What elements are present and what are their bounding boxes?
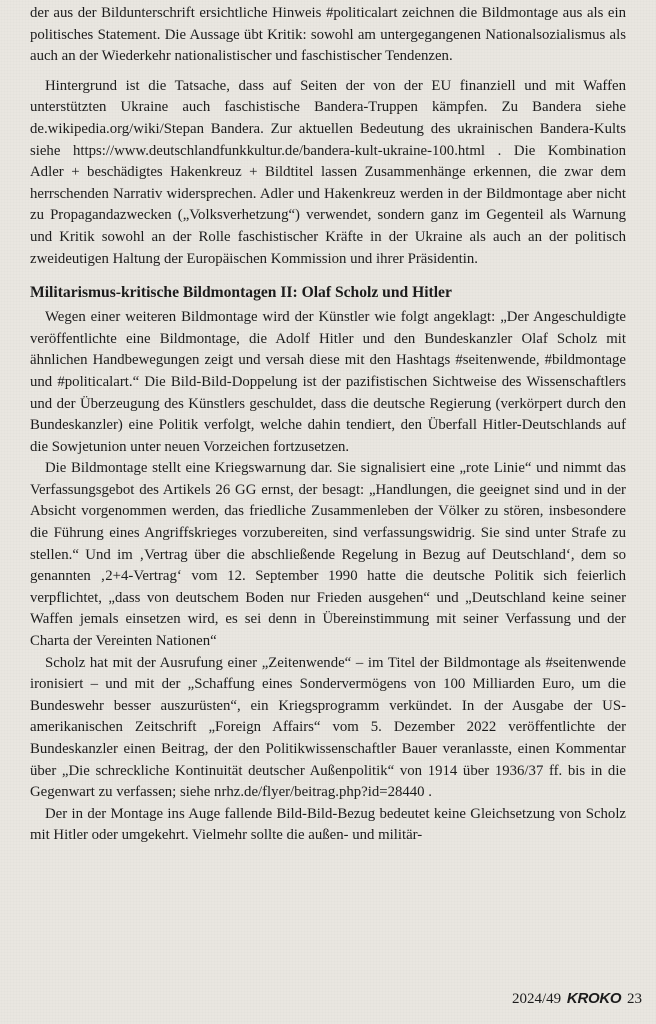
magazine-brand: KROKO <box>566 990 622 1007</box>
paragraph-intro-continuation: der aus der Bildunterschrift ersichtliche Hinweis #politicalart zeichnen die Bildmontage aus als ein politisches Statement. Die Aussage übt Kritik: sowohl am untergegangenen Nationalsozialismus als auch an der Wiederkehr nationalistischer und faschistischer Tendenzen. <box>30 5 626 65</box>
paragraph-indictment: Wegen einer weiteren Bildmontage wird der Künstler wie folgt angeklagt: „Der Angeschuldigte veröffentlichte eine Bildmontage, die Adolf Hitler und den Bundeskanzler Olaf Scholz mit ähnlichen Handbewegungen zeigt und versah diese mit den Hashtags #seitenwende, #bildmontage und #politicalart.“ Die Bild-Bild-Doppelung ist der pazifistischen Sichtweise des Wissenschaftlers und der Überzeugung des Künstlers geschuldet, dass die deutsche Regierung (verkörpert durch den Bundeskanzler) eine Politik verfolgt, welche dahin tendiert, den Überfall Hitler-Deutschlands auf die Sowjetunion unter neuen Vorzeichen fortzusetzen. <box>30 309 626 455</box>
paragraph-zeitenwende: Scholz hat mit der Ausrufung einer „Zeitenwende“ – im Titel der Bildmontage als #seitenwende ironisiert – und mit der „Schaffung eines Sondervermögens von 100 Milliarden Euro, um die Bundeswehr besser auszurüsten“, ein Kriegsprogramm verkündet. In der Ausgabe der US-amerikanischen Zeitschrift „Foreign Affairs“ vom 5. Dezember 2022 veröffentlichte der Bundeskanzler einen Beitrag, der den Politikwissenschaftler Bauer veranlasste, einen Kommentar über „Die schreckliche Kontinuität deutscher Außenpolitik“ von 1914 über 1936/37 ff. bis in die Gegenwart zu verfassen; siehe nrhz.de/flyer/beitrag.php?id=28440 . <box>30 654 626 801</box>
paragraph-bandera-background: Hintergrund ist die Tatsache, dass auf Seiten der von der EU finanziell und mit Waffen unterstützten Ukraine auch faschistische Bandera-Truppen kämpfen. Zu Bandera siehe de.wikipedia.org/wiki/Stepan Bandera. Zur aktuellen Bedeutung des ukrainischen Bandera-Kults siehe https://www.deutschlandfunkkultur.de/bandera-kult-ukraine-100.html . Die Kombination Adler + beschädigtes Hakenkreuz + Bildtitel lassen Zusammenhänge erkennen, die zwar dem herrschenden Narrativ widersprechen. Adler und Hakenkreuz werden in der Bildmontage aber nicht zu Propagandazwecken („Volksverhetzung“) verwendet, sondern ganz im Gegenteil als Warnung und Kritik sowohl an der Rolle faschistischer Kräfte in der Ukraine als auch an der politisch zweideutigen Haltung der Europäischen Kommission und ihrer Präsidentin. <box>30 77 626 267</box>
page-number: 23 <box>627 991 642 1007</box>
issue-number: 2024/49 <box>511 991 562 1007</box>
section-heading: Militarismus-kritische Bildmontagen II: Olaf Scholz und Hitler <box>30 284 452 302</box>
page-footer <box>512 990 642 1008</box>
paragraph-image-relation: Der in der Montage ins Auge fallende Bild-Bild-Bezug bedeutet keine Gleichsetzung von Scholz mit Hitler oder umgekehrt. Vielmehr sollte die außen- und militär- <box>30 805 626 844</box>
paragraph-war-warning: Die Bildmontage stellt eine Kriegswarnung dar. Sie signalisiert eine „rote Linie“ und nimmt das Verfassungsgebot des Artikels 26 GG ernst, der besagt: „Handlungen, die geeignet sind und in der Absicht vorgenommen werden, das friedliche Zusammenleben der Völker zu stören, insbesondere die Führung eines Angriffskrieges vorzubereiten, sind verfassungswidrig. Sie sind unter Strafe zu stellen.“ Und im ‚Vertrag über die abschließende Regelung in Bezug auf Deutschland‘, dem so genannten ‚2+4-Vertrag‘ vom 12. September 1990 hatte die deutsche Politik sich feierlich verpflichtet, „dass von deutschem Boden nur Frieden ausgehen“ und „Deutschland keine seiner Waffen jemals einsetzen wird, es sei denn in Übereinstimmung mit seiner Verfassung und der Charta der Vereinten Nationen“ <box>30 460 626 650</box>
